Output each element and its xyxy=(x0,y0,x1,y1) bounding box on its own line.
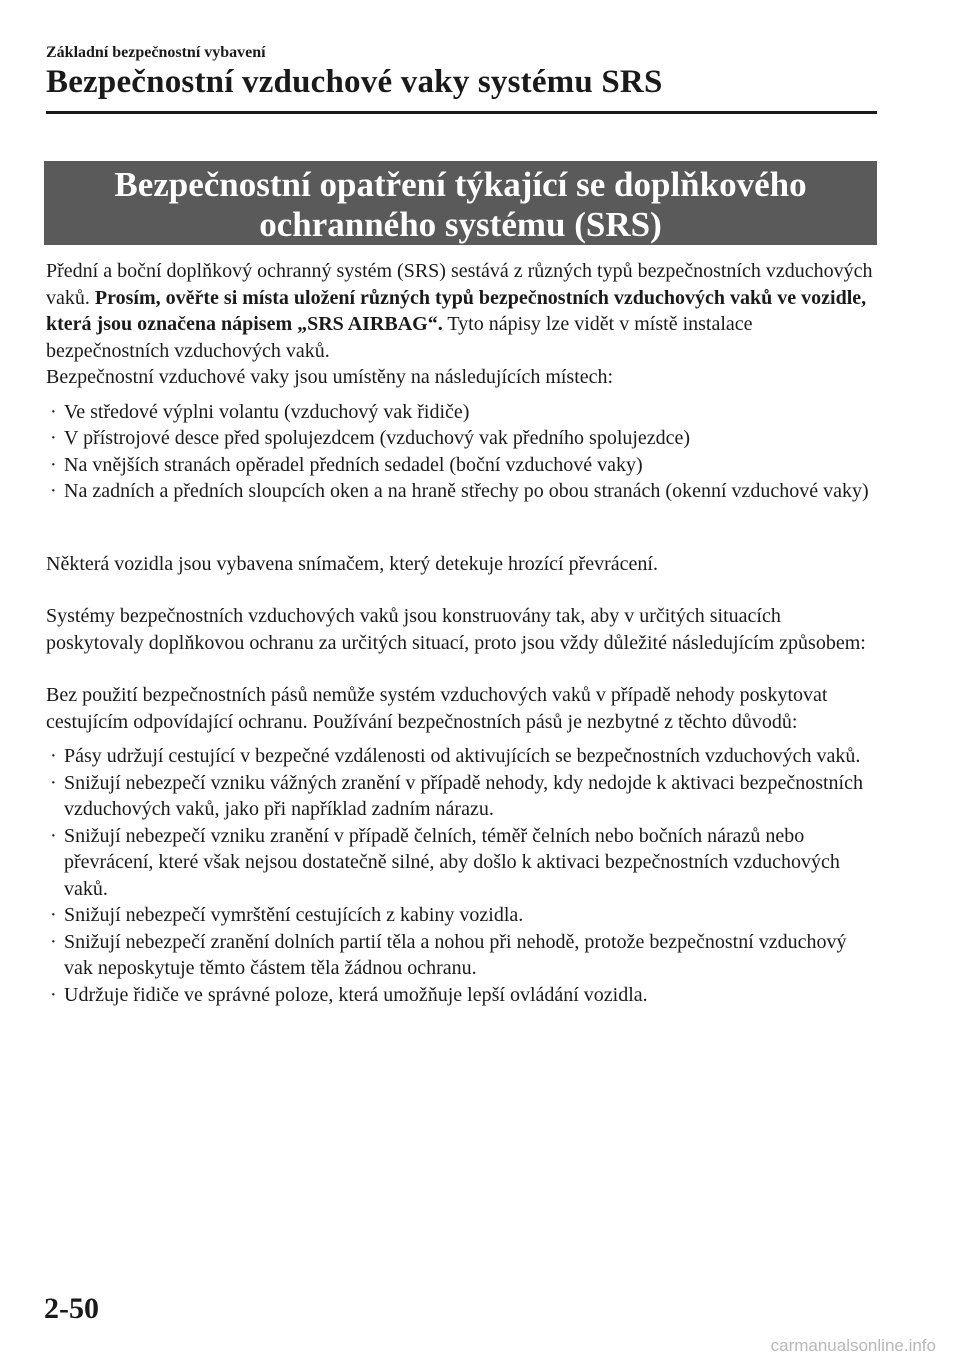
sensor-paragraph: Některá vozidla jsou vybavena snímačem, který detekuje hrozící převrácení. xyxy=(46,552,658,575)
list-item xyxy=(46,425,876,452)
bullet-icon: · xyxy=(50,983,57,1006)
list-item xyxy=(46,823,876,903)
list-item-text: Snižují nebezpečí zranění dolních partií těla a nohou při nehodě, protože bezpečnostní vzduchový vak neposkytuje těmto částem těla žádnou ochranu. xyxy=(64,930,847,979)
section-heading-line-2: ochranného systému (SRS) xyxy=(259,205,662,244)
list-item xyxy=(46,902,876,929)
airbag-location-list xyxy=(46,399,876,505)
list-item xyxy=(46,982,876,1009)
seatbelt-lead-paragraph: Bez použití bezpečnostních pásů nemůže systém vzduchových vaků v případě nehody poskytovat cestujícím odpovídající ochranu. Používání bezpečnostních pásů je nezbytné z těchto důvodů: xyxy=(46,684,828,733)
spacer xyxy=(46,577,876,603)
list-item-text: Na zadních a předních sloupcích oken a na hraně střechy po obou stranách (okenní vzduchové vaky) xyxy=(64,480,869,502)
bullet-icon: · xyxy=(50,400,57,423)
watermark: carmanualsonline.info xyxy=(770,1336,936,1355)
spacer xyxy=(46,656,876,682)
list-item-text: Pásy udržují cestující v bezpečné vzdálenosti od aktivujících se bezpečnostních vzduchových vaků. xyxy=(64,745,861,767)
page-content xyxy=(46,258,876,1008)
bullet-icon: · xyxy=(50,904,57,926)
intro-text-end: Tyto nápisy lze vidět v místě instalace bezpečnostních vzduchových vaků. xyxy=(46,313,753,362)
bullet-icon: · xyxy=(50,771,57,794)
list-item-text: V přístrojové desce před spolujezdcem (vzduchový vak předního spolujezdce) xyxy=(64,427,691,449)
intro-text-start: Přední a boční doplňkový ochranný systém (SRS) sestává z různých typů bezpečnostních vzduchových vaků. xyxy=(46,260,873,309)
chapter-title: Bezpečnostní vzduchové vaky systému SRS xyxy=(46,64,663,100)
bullet-icon: · xyxy=(50,427,57,449)
list-item-text: Udržuje řidiče ve správné poloze, která umožňuje lepší ovládání vozidla. xyxy=(64,983,648,1006)
bullet-icon: · xyxy=(50,824,57,847)
list-item-text: Snižují nebezpečí vzniku zranění v případě čelních, téměř čelních nebo bočních nárazů nebo převrácení, které však nejsou dostatečně silné, aby došlo k aktivaci bezpečnostních vzduchových vaků. xyxy=(64,824,840,900)
page-number: 2-50 xyxy=(44,1292,99,1325)
design-paragraph: Systémy bezpečnostních vzduchových vaků jsou konstruovány tak, aby v určitých situacích poskytovaly doplňkovou ochranu za určitých situací, proto jsou vždy důležité následujícím způsobem: xyxy=(46,605,866,654)
section-heading-box xyxy=(44,161,877,245)
spacer xyxy=(46,505,876,551)
list-item xyxy=(46,743,876,770)
list-item-text: Snižují nebezpečí vzniku vážných zranění v případě nehody, kdy nedojde k aktivaci bezpečnostních vzduchových vaků, jako při například zadním nárazu. xyxy=(64,771,863,820)
seatbelt-reason-list xyxy=(46,743,876,1008)
locations-lead: Bezpečnostní vzduchové vaky jsou umístěny na následujících místech: xyxy=(46,366,614,388)
bullet-icon: · xyxy=(50,745,57,767)
intro-bold-notice: Prosím, ověřte si místa uložení různých typů bezpečnostních vzduchových vaků ve vozidle, která jsou označena nápisem „SRS AIRBAG“. xyxy=(46,286,867,335)
list-item xyxy=(46,399,876,426)
intro-paragraph xyxy=(46,258,876,364)
list-item xyxy=(46,929,876,982)
breadcrumb: Základní bezpečnostní vybavení xyxy=(46,44,266,61)
list-item-text: Snižují nebezpečí vymrštění cestujících z kabiny vozidla. xyxy=(64,904,524,926)
list-item xyxy=(46,478,876,505)
bullet-icon: · xyxy=(50,453,57,476)
bullet-icon: · xyxy=(50,480,57,502)
list-item-text: Na vnějších stranách opěradel předních sedadel (boční vzduchové vaky) xyxy=(64,453,643,476)
list-item-text: Ve středové výplni volantu (vzduchový vak řidiče) xyxy=(64,400,470,423)
list-item xyxy=(46,452,876,479)
title-divider xyxy=(46,111,877,114)
bullet-icon: · xyxy=(50,930,57,953)
list-item xyxy=(46,770,876,823)
section-heading-line-1: Bezpečnostní opatření týkající se doplňkového xyxy=(114,165,807,204)
